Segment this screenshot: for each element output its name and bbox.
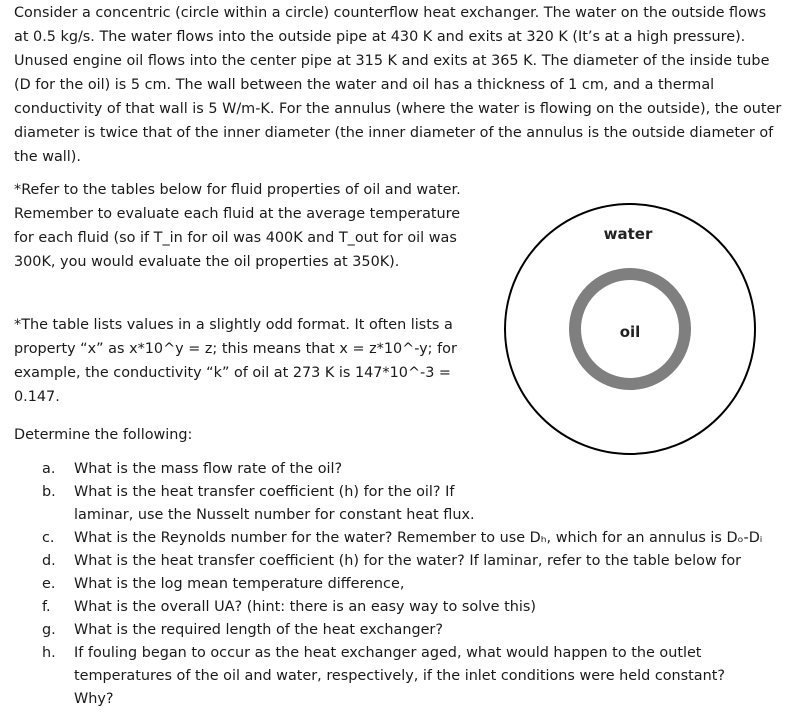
question-letter: f.: [42, 599, 51, 615]
question-text: What is the log mean temperature difference,: [74, 576, 405, 592]
question-text: What is the heat transfer coefficient (h) for the water? If laminar, refer to the table below for: [74, 553, 742, 569]
question-letter: c.: [42, 530, 55, 546]
determine-heading: Determine the following:: [14, 427, 193, 443]
heat-exchanger-diagram: [502, 191, 762, 471]
question-list: [42, 458, 786, 711]
oil-label: oil: [619, 323, 641, 341]
question-text: If fouling began to occur as the heat exchanger aged, what would happen to the outlet temperatures of the oil and water, respectively, if the inlet conditions were held constant? Why?: [74, 645, 726, 707]
question-letter: b.: [42, 484, 56, 500]
question-g: [42, 619, 786, 642]
question-letter: e.: [42, 576, 56, 592]
question-text: What is the required length of the heat exchanger?: [74, 622, 443, 638]
question-letter: g.: [42, 622, 56, 638]
question-a: [42, 458, 786, 481]
question-text: What is the heat transfer coefficient (h) for the oil? If laminar, use the Nusselt number for constant heat flux.: [74, 484, 475, 523]
cross-section-svg: [502, 191, 762, 471]
question-text: What is the mass flow rate of the oil?: [74, 461, 343, 477]
question-text: What is the Reynolds number for the water? Remember to use Dₕ, which for an annulus is Dₒ-Dᵢ: [74, 530, 763, 546]
water-label: water: [603, 225, 653, 243]
question-letter: h.: [42, 645, 56, 661]
question-letter: d.: [42, 553, 56, 569]
question-b: [42, 481, 786, 527]
question-d: [42, 550, 786, 573]
question-h: [42, 642, 786, 711]
intro-paragraph: Consider a concentric (circle within a circle) counterflow heat exchanger. The water on the outside flows at 0.5 kg/s. The water flows into the outside pipe at 430 K and exits at 320 K (It’s at a high pressure). Unused engine oil flows into the center pipe at 315 K and exits at 365 K. The diameter of the inside tube (D for the oil) is 5 cm. The wall between the water and oil has a thickness of 1 cm, and a thermal conductivity of that wall is 5 W/m-K. For the annulus (where the water is flowing on the outside), the outer diameter is twice that of the inner diameter (the inner diameter of the annulus is the outside diameter of the wall).: [14, 5, 782, 165]
question-f: [42, 596, 786, 619]
question-c: [42, 527, 786, 550]
table-format-note: *The table lists values in a slightly odd format. It often lists a property “x” as x*10^y = z; this means that x = z*10^-y; for example, the conductivity “k” of oil at 273 K is 147*10^-3 = 0.147.: [14, 317, 457, 405]
question-e: [42, 573, 786, 596]
question-text: What is the overall UA? (hint: there is an easy way to solve this): [74, 599, 536, 615]
fluid-properties-note: *Refer to the tables below for fluid properties of oil and water. Remember to evaluate each fluid at the average temperature for each fluid (so if T_in for oil was 400K and T_out for oil was 300K, you would evaluate the oil properties at 350K).: [14, 182, 461, 270]
question-letter: a.: [42, 461, 56, 477]
